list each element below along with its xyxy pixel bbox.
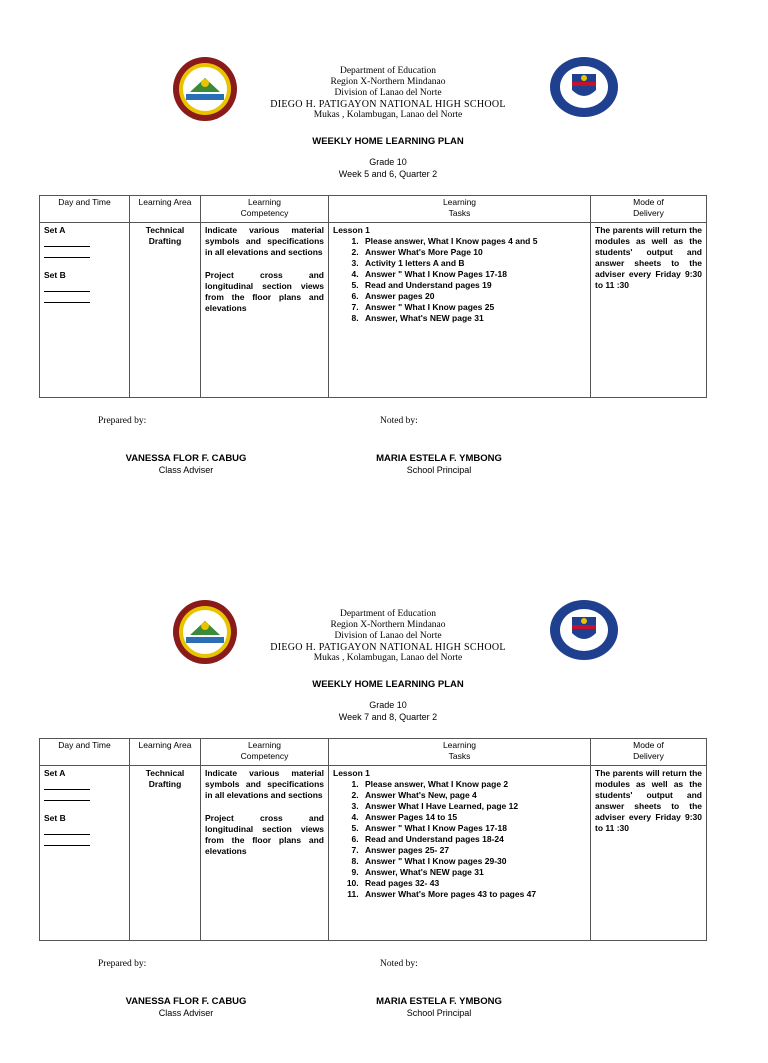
adviser-name: VANESSA FLOR F. CABUG <box>125 453 247 464</box>
area-line-2: Drafting <box>148 236 182 246</box>
deped-seal-icon <box>549 56 619 118</box>
lesson-label: Lesson 1 <box>333 225 370 235</box>
blank-line <box>44 824 90 835</box>
competency-2: Project cross and longitudinal section views from the floor plans and elevations <box>205 270 324 313</box>
mode-cell: The parents will return the modules as well as the students' output and answer sheets to the adviser every Friday 9:30 to 11 :30 <box>591 223 707 398</box>
grade-week <box>200 156 576 180</box>
header-mode-l1: Mode of <box>633 197 664 207</box>
prepared-by-label: Prepared by: <box>98 959 147 969</box>
task-item: 2. Answer What's More Page 10 <box>361 247 586 258</box>
set-a-label: Set A <box>44 225 66 235</box>
area-cell <box>130 766 201 941</box>
division-line: Division of Lanao del Norte <box>334 631 442 641</box>
header-tasks <box>329 196 591 223</box>
principal-name: MARIA ESTELA F. YMBONG <box>376 453 502 464</box>
prepared-by-label: Prepared by: <box>98 416 147 426</box>
task-item: 7. Answer pages 25- 27 <box>361 845 586 856</box>
region-line: Region X-Northern Mindanao <box>330 620 446 630</box>
principal-name: MARIA ESTELA F. YMBONG <box>376 996 502 1007</box>
header-competency-l2: Competency <box>240 751 289 761</box>
area-line-1: Technical <box>145 768 185 778</box>
tasks-cell <box>329 766 591 941</box>
competency-2: Project cross and longitudinal section views from the floor plans and elevations <box>205 813 324 856</box>
competency-1: Indicate various material symbols and specifications in all elevations and sections <box>205 768 324 800</box>
header-competency <box>201 739 329 766</box>
competency-cell <box>201 766 329 941</box>
task-list <box>333 779 586 900</box>
area-line-1: Technical <box>145 225 185 235</box>
competency-cell <box>201 223 329 398</box>
division-line: Division of Lanao del Norte <box>334 88 442 98</box>
learning-plan-table <box>39 738 707 941</box>
task-item: 1. Please answer, What I Know page 2 <box>361 779 586 790</box>
task-item: 9. Answer, What's NEW page 31 <box>361 867 586 878</box>
table-row <box>40 766 707 941</box>
adviser-name: VANESSA FLOR F. CABUG <box>125 996 247 1007</box>
school-address: Mukas , Kolambugan, Lanao del Norte <box>313 110 463 120</box>
week-label: Week 7 and 8, Quarter 2 <box>338 712 438 722</box>
blank-line <box>44 835 90 846</box>
day-cell <box>40 766 130 941</box>
task-item: 10. Read pages 32- 43 <box>361 878 586 889</box>
blank-line <box>44 790 90 801</box>
header-tasks-l2: Tasks <box>448 751 471 761</box>
learning-plan-page-2 <box>0 543 768 1063</box>
task-item: 8. Answer " What I Know pages 29-30 <box>361 856 586 867</box>
set-b-label: Set B <box>44 270 66 280</box>
blank-line <box>44 236 90 247</box>
blank-line <box>44 247 90 258</box>
grade-label: Grade 10 <box>369 157 407 167</box>
tasks-cell <box>329 223 591 398</box>
task-item: 3. Activity 1 letters A and B <box>361 258 586 269</box>
set-b-label: Set B <box>44 813 66 823</box>
header-mode <box>591 196 707 223</box>
header-mode <box>591 739 707 766</box>
task-item: 6. Answer pages 20 <box>361 291 586 302</box>
principal-role: School Principal <box>406 465 472 475</box>
table-row <box>40 223 707 398</box>
plan-title: WEEKLY HOME LEARNING PLAN <box>312 679 464 690</box>
plan-title: WEEKLY HOME LEARNING PLAN <box>312 136 464 147</box>
grade-week <box>200 699 576 723</box>
task-item: 5. Answer " What I Know Pages 17-18 <box>361 823 586 834</box>
department-line: Department of Education <box>339 66 437 76</box>
school-name: DIEGO H. PATIGAYON NATIONAL HIGH SCHOOL <box>270 642 506 653</box>
week-label: Week 5 and 6, Quarter 2 <box>338 169 438 179</box>
header-tasks-l1: Learning <box>442 740 477 750</box>
department-line: Department of Education <box>339 609 437 619</box>
task-item: 4. Answer " What I Know Pages 17-18 <box>361 269 586 280</box>
adviser-role: Class Adviser <box>158 1008 214 1018</box>
school-address: Mukas , Kolambugan, Lanao del Norte <box>313 653 463 663</box>
letterhead <box>200 609 576 664</box>
task-item: 11. Answer What's More pages 43 to pages 47 <box>361 889 586 900</box>
header-competency-l1: Learning <box>247 197 282 207</box>
task-item: 1. Please answer, What I Know pages 4 and 5 <box>361 236 586 247</box>
region-line: Region X-Northern Mindanao <box>330 77 446 87</box>
noted-by-label: Noted by: <box>380 416 418 426</box>
table-header-row <box>40 739 707 766</box>
task-item: 6. Read and Understand pages 18-24 <box>361 834 586 845</box>
principal-role: School Principal <box>406 1008 472 1018</box>
header-mode-l2: Delivery <box>633 751 664 761</box>
competency-1: Indicate various material symbols and specifications in all elevations and sections <box>205 225 324 257</box>
grade-label: Grade 10 <box>369 700 407 710</box>
header-tasks <box>329 739 591 766</box>
task-item: 4. Answer Pages 14 to 15 <box>361 812 586 823</box>
task-item: 8. Answer, What's NEW page 31 <box>361 313 586 324</box>
day-cell <box>40 223 130 398</box>
school-name: DIEGO H. PATIGAYON NATIONAL HIGH SCHOOL <box>270 99 506 110</box>
area-line-2: Drafting <box>148 779 182 789</box>
set-a-label: Set A <box>44 768 66 778</box>
header-tasks-l2: Tasks <box>448 208 471 218</box>
header-competency <box>201 196 329 223</box>
deped-seal-icon <box>549 599 619 661</box>
mode-cell: The parents will return the modules as well as the students' output and answer sheets to the adviser every Friday 9:30 to 11 :30 <box>591 766 707 941</box>
noted-by-label: Noted by: <box>380 959 418 969</box>
header-mode-l1: Mode of <box>633 740 664 750</box>
letterhead <box>200 66 576 121</box>
blank-line <box>44 281 90 292</box>
area-cell <box>130 223 201 398</box>
header-competency-l2: Competency <box>240 208 289 218</box>
blank-line <box>44 779 90 790</box>
task-item: 2. Answer What's New, page 4 <box>361 790 586 801</box>
task-item: 7. Answer " What I Know pages 25 <box>361 302 586 313</box>
header-tasks-l1: Learning <box>442 197 477 207</box>
adviser-role: Class Adviser <box>158 465 214 475</box>
learning-plan-page-1 <box>0 0 768 520</box>
task-list <box>333 236 586 324</box>
header-day: Day and Time <box>40 196 130 223</box>
lesson-label: Lesson 1 <box>333 768 370 778</box>
header-competency-l1: Learning <box>247 740 282 750</box>
header-area: Learning Area <box>130 739 201 766</box>
learning-plan-table <box>39 195 707 398</box>
header-area: Learning Area <box>130 196 201 223</box>
task-item: 5. Read and Understand pages 19 <box>361 280 586 291</box>
task-item: 3. Answer What I Have Learned, page 12 <box>361 801 586 812</box>
header-day: Day and Time <box>40 739 130 766</box>
table-header-row <box>40 196 707 223</box>
blank-line <box>44 292 90 303</box>
header-mode-l2: Delivery <box>633 208 664 218</box>
